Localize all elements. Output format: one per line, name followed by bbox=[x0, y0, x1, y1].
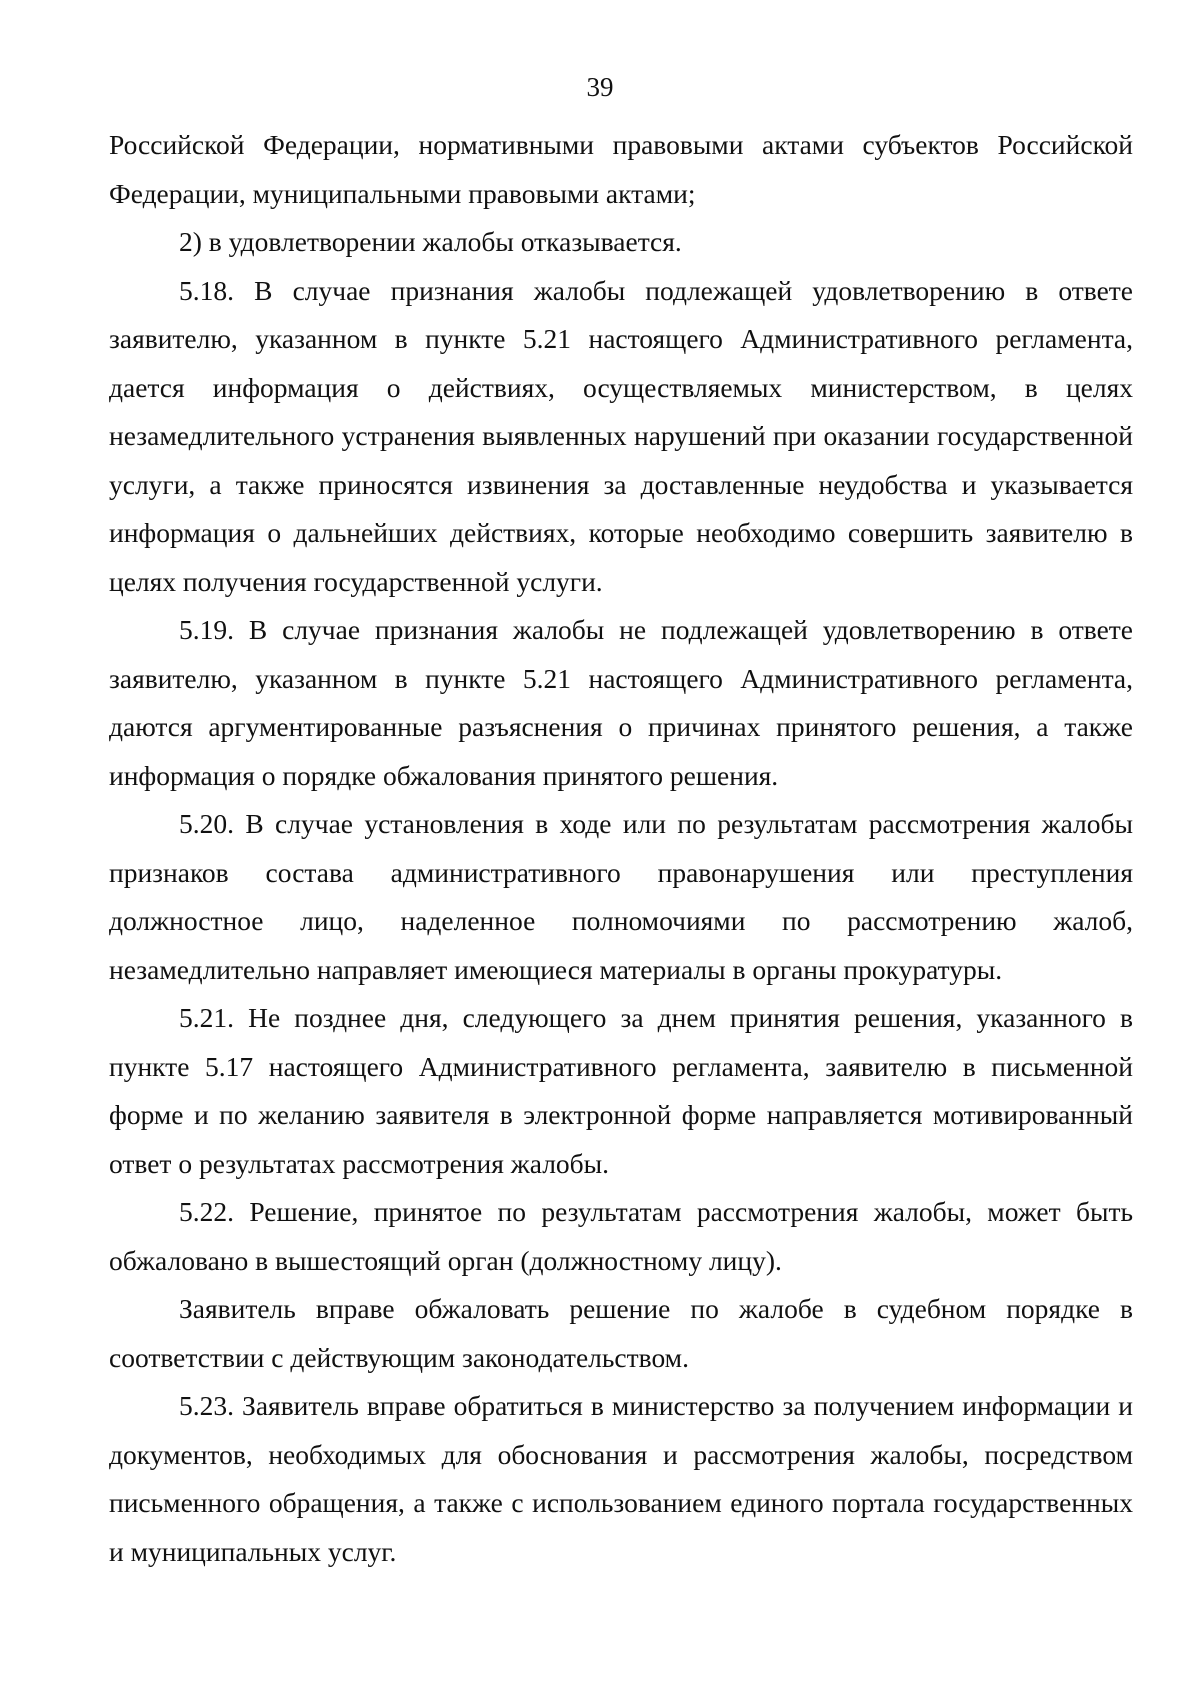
paragraph-5-18: 5.18. В случае признания жалобы подлежащей удовлетворению в ответе заявителю, указанном в пункте 5.21 настоящего Административного регламента, дается информация о действиях, осуществляемых министерством, в целях незамедлительного устранения выявленных нарушений при оказании государственной услуги, а также приносятся извинения за доставленные неудобства и указывается информация о дальнейших действиях, которые необходимо совершить заявителю в целях получения государственной услуги. bbox=[109, 274, 1133, 597]
paragraph-5-20: 5.20. В случае установления в ходе или по результатам рассмотрения жалобы признаков состава административного правонарушения или преступления должностное лицо, наделенное полномочиями по рассмотрению жалоб, незамедлительно направляет имеющиеся материалы в органы прокуратуры. bbox=[109, 808, 1133, 985]
paragraph-5-19: 5.19. В случае признания жалобы не подлежащей удовлетворению в ответе заявителю, указанном в пункте 5.21 настоящего Административного регламента, даются аргументированные разъяснения о причинах принятого решения, а также информация о порядке обжалования принятого решения. bbox=[109, 614, 1133, 791]
paragraph: Заявитель вправе обжаловать решение по жалобе в судебном порядке в соответствии с действующим законодательством. bbox=[109, 1293, 1133, 1373]
page-number: 39 bbox=[586, 72, 614, 102]
paragraph-5-23: 5.23. Заявитель вправе обратиться в министерство за получением информации и документов, необходимых для обоснования и рассмотрения жалобы, посредством письменного обращения, а также с использованием единого портала государственных и муниципальных услуг. bbox=[109, 1390, 1133, 1567]
paragraph: 2) в удовлетворении жалобы отказывается. bbox=[179, 226, 682, 257]
paragraph-5-21: 5.21. Не позднее дня, следующего за днем принятия решения, указанного в пункте 5.17 настоящего Административного регламента, заявителю в письменной форме и по желанию заявителя в электронной форме направляется мотивированный ответ о результатах рассмотрения жалобы. bbox=[109, 1002, 1133, 1179]
document-body bbox=[109, 121, 1133, 1576]
paragraph: Российской Федерации, нормативными правовыми актами субъектов Российской Федерации, муниципальными правовыми актами; bbox=[109, 129, 1133, 209]
paragraph-5-22: 5.22. Решение, принятое по результатам рассмотрения жалобы, может быть обжаловано в вышестоящий орган (должностному лицу). bbox=[109, 1196, 1133, 1276]
